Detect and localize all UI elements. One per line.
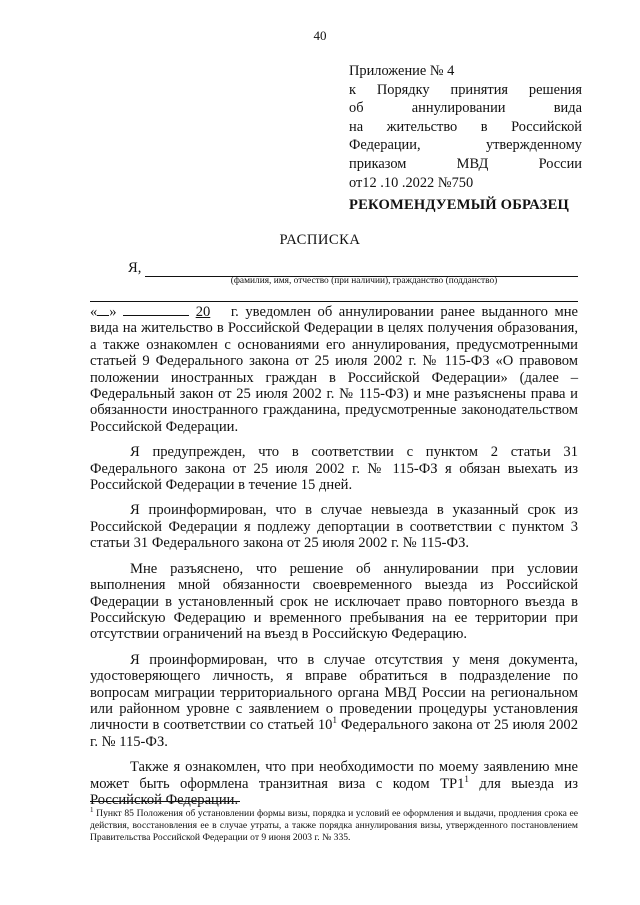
day-blank[interactable] bbox=[97, 303, 109, 316]
name-field-prefix: Я, bbox=[128, 260, 142, 276]
month-blank[interactable] bbox=[123, 303, 189, 316]
annex-line-2: об аннулировании вида bbox=[349, 100, 582, 117]
year-field: 20 bbox=[195, 304, 211, 320]
paragraph-4: Мне разъяснено, что решение об аннулировании при условии выполнения мной обязанности своевременного выезда из Российской Федерации в установленный срок не исключает право повторного въезда в Российскую Федерацию и временного пребывания на ее территории при отсутствии ограничений на въезд в Российскую Федерацию. bbox=[90, 560, 578, 643]
separator-line bbox=[90, 301, 578, 302]
order-date: от12 .10 .2022 №750 bbox=[349, 174, 474, 191]
footnote-text: Пункт 85 Положения об установлении формы визы, порядка и условий ее оформления и выдачи, продления срока ее действия, восстановления ее в случае утраты, а также порядка аннулирования визы, утвержденного постановлением Правительства Российской Федерации от 9 июня 2003 г. № 335. bbox=[90, 808, 578, 843]
paragraph-2: Я предупрежден, что в соответствии с пунктом 2 статьи 31 Федерального закона от 25 июля 2002 г. № 115-ФЗ я обязан выехать из Российской Федерации в течение 15 дней. bbox=[90, 444, 578, 494]
paragraph-5: Я проинформирован, что в случае отсутствия у меня документа, удостоверяющего личность, я вправе обратиться в подразделение по вопросам миграции территориального органа МВД России на региональном или районном уровне с заявлением о проведении процедуры установления личности в соответствии со статьей $10^1$ Федерального закона от 25 июля 2002 г. № 115-ФЗ. bbox=[90, 651, 578, 750]
annex-title: Приложение № 4 bbox=[349, 63, 455, 79]
sample-label: РЕКОМЕНДУЕМЫЙ ОБРАЗЕЦ bbox=[349, 197, 570, 213]
annex-line-4: Федерации, утвержденному bbox=[349, 137, 582, 154]
paragraph-1: « » 20 г. уведомлен об аннулировании ранее выданного мне вида на жительство в Российской Федерации в целях получения образования, а также ознакомлен с основаниями его аннулирования, предусмотренными статьей 9 Федерального закона от 25 июля 2002 г. № 115-ФЗ «О правовом положении иностранных граждан в Российской Федерации» (далее – Федеральный закон от 25 июля 2002 г. № 115-ФЗ) и мне разъяснены права и обязанности иностранного гражданина, предусмотренные законодательством Российской Федерации. bbox=[90, 304, 578, 435]
footnote-marker: 1 bbox=[90, 805, 94, 814]
name-field-row bbox=[128, 260, 578, 277]
annex-line-1: к Порядку принятия решения bbox=[349, 81, 582, 98]
paragraph-3: Я проинформирован, что в случае невыезда в указанный срок из Российской Федерации я подлежу депортации в соответствии с пунктом 3 статьи 31 Федерального закона от 25 июля 2002 г. № 115-ФЗ. bbox=[90, 502, 578, 552]
annex-header bbox=[349, 62, 582, 192]
annex-line-5: приказом МВД России bbox=[349, 155, 582, 172]
footnote-ref: 1 bbox=[332, 715, 337, 726]
receipt-body bbox=[90, 303, 578, 817]
document-title: РАСПИСКА bbox=[279, 232, 361, 248]
footnote-ref: 1 bbox=[464, 773, 469, 784]
name-field-line[interactable] bbox=[145, 262, 578, 277]
footnote-rule bbox=[90, 801, 240, 802]
page-number: 40 bbox=[313, 28, 327, 43]
paragraph-6: Также я ознакомлен, что при необходимости по моему заявлению мне может быть оформлена транзитная виза с кодом $ТР1^1$ для выезда из Российской Федерации. bbox=[90, 759, 578, 808]
footnote bbox=[90, 805, 578, 843]
annex-line-3: на жительство в Российской bbox=[349, 118, 582, 135]
name-field-hint: (фамилия, имя, отчество (при наличии), гражданство (подданство) bbox=[230, 276, 498, 286]
